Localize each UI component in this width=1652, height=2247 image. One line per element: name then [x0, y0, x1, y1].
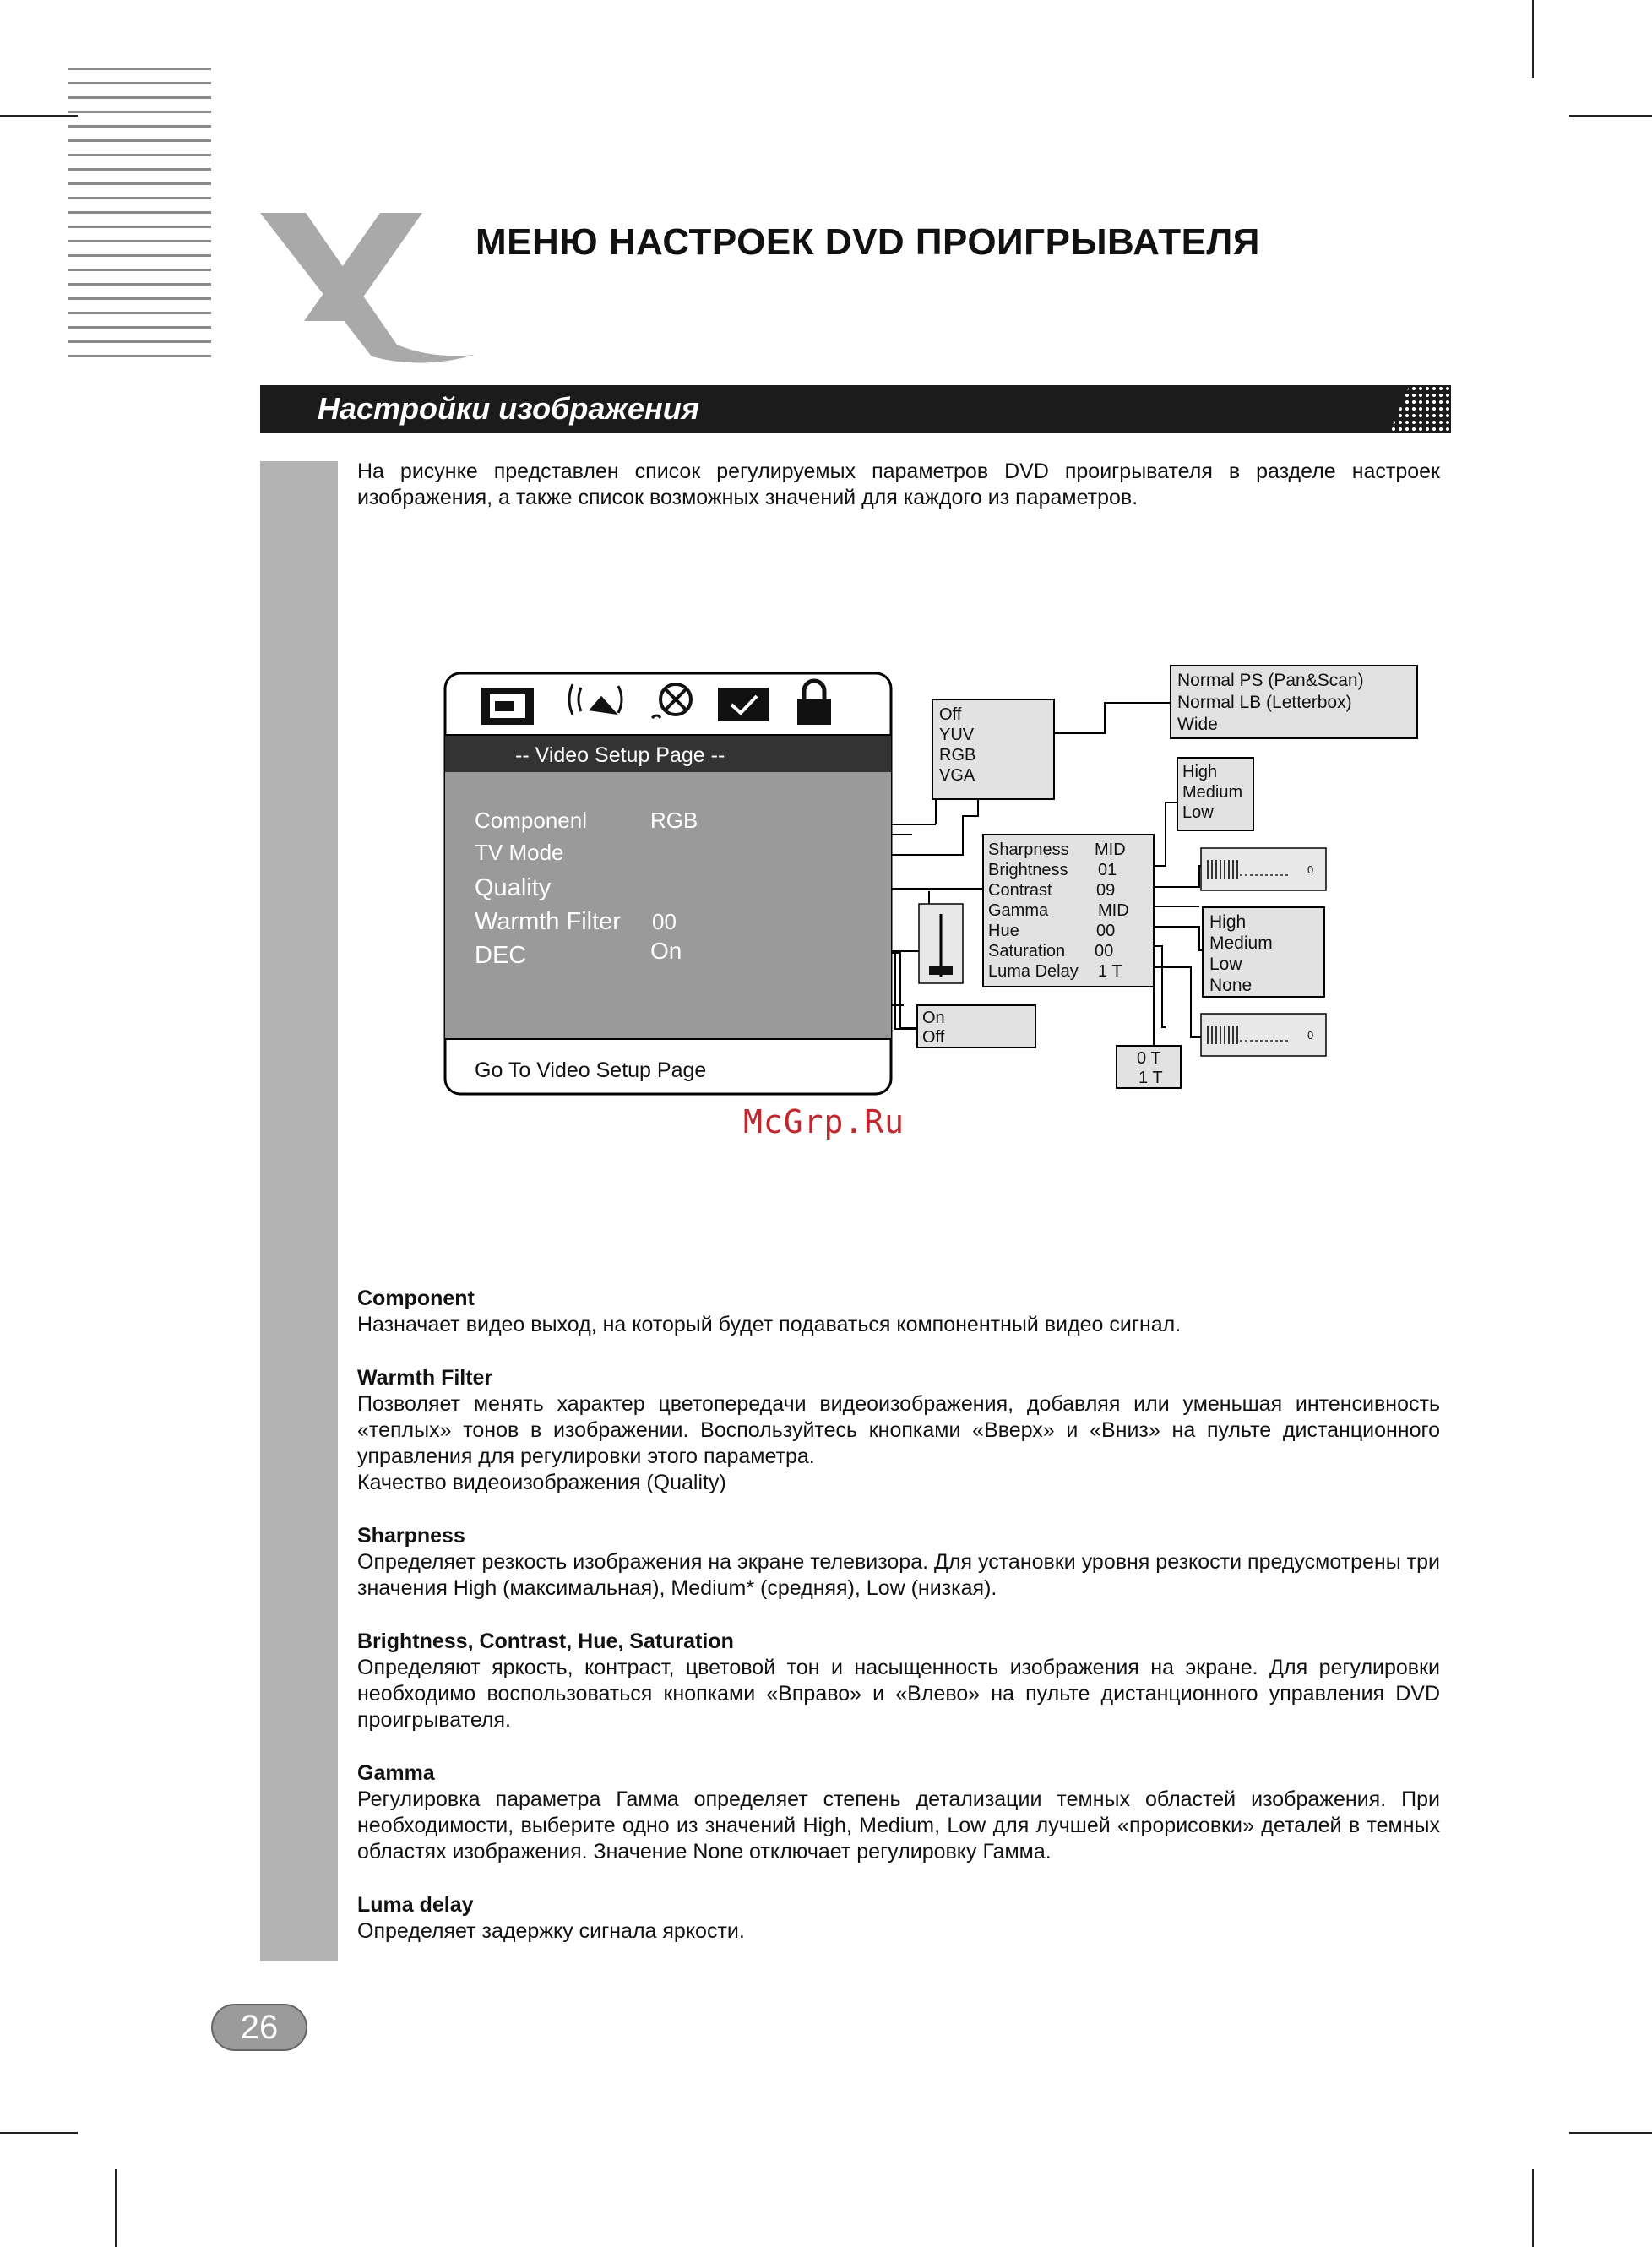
description-text: Определяет задержку сигнала яркости.: [357, 1919, 745, 1943]
intro-paragraph: На рисунке представлен список регулируемых параметров DVD проигрывателя в разделе настроек изображения, а также список возможных значений для каждого из параметров.: [357, 460, 1440, 509]
quality-item-value: 1 T: [1098, 962, 1122, 981]
crop-mark: [0, 115, 78, 117]
preference-icon[interactable]: [718, 688, 769, 721]
luma-options-box: [1117, 1046, 1181, 1088]
option-item[interactable]: Off: [939, 705, 962, 724]
quality-item-label[interactable]: Contrast: [988, 881, 1052, 900]
description-title: Luma delay: [357, 1893, 474, 1917]
description-title: Brightness, Contrast, Hue, Saturation: [357, 1629, 734, 1653]
description-section: [357, 1365, 1440, 1496]
quality-item-label[interactable]: Luma Delay: [988, 962, 1079, 981]
option-item[interactable]: Normal PS (Pan&Scan): [1177, 671, 1364, 690]
option-item[interactable]: Low: [1182, 803, 1214, 822]
quality-item-value: MID: [1095, 841, 1126, 859]
osd-footer[interactable]: Go To Video Setup Page: [475, 1058, 707, 1082]
option-item[interactable]: Medium: [1182, 783, 1243, 802]
dec-options-box: [917, 1005, 1035, 1047]
crop-mark: [1569, 115, 1652, 117]
side-bar: [260, 461, 338, 1961]
level-slider[interactable]: [1201, 848, 1326, 890]
description-text: Позволяет менять характер цветопередачи видеоизображения, добавляя или уменьшая интенсивность «теплых» тонов в изображении. Воспользуйтесь кнопками «Вверх» и «Вниз» на пульте дистанционного управления для регулировки этого параметра.: [357, 1392, 1440, 1468]
option-item[interactable]: RGB: [939, 746, 976, 764]
osd-item-label[interactable]: Quality: [475, 874, 552, 901]
descriptions: [357, 1286, 1440, 1972]
sharpness-options-box: [1177, 758, 1253, 830]
osd-item-value: On: [650, 938, 682, 964]
description-section: [357, 1892, 1440, 1945]
crop-mark: [1569, 2132, 1652, 2134]
option-item[interactable]: Off: [922, 1028, 945, 1047]
quality-item-label[interactable]: Sharpness: [988, 841, 1069, 859]
description-title: Warmth Filter: [357, 1366, 493, 1390]
description-text: Определяют яркость, контраст, цветовой тон и насыщенность изображения на экране. Для регулировки необходимо воспользоваться кнопками «Вправо» и «Влево» на пульте дистанционного управления DVD проигрывателя.: [357, 1656, 1440, 1732]
description-title: Gamma: [357, 1761, 435, 1785]
osd-screen: [445, 673, 891, 1094]
slider-value: 0: [1307, 1029, 1314, 1042]
description-title: Component: [357, 1287, 475, 1310]
option-item[interactable]: None: [1209, 976, 1253, 995]
crop-mark: [1532, 2169, 1534, 2247]
description-text: Определяет резкость изображения на экране телевизора. Для установки уровня резкости предусмотрены три значения High (максимальная), Medium* (средняя), Low (низкая).: [357, 1550, 1440, 1600]
quality-item-value: 00: [1095, 942, 1114, 960]
tv-mode-options-box: [1171, 666, 1417, 738]
osd-item-value: 00: [652, 909, 677, 934]
crop-mark: [115, 2169, 117, 2247]
description-title: Sharpness: [357, 1524, 465, 1548]
section-title: Настройки изображения: [318, 391, 699, 426]
quality-list-box: [983, 835, 1154, 987]
quality-item-value: MID: [1098, 901, 1129, 920]
slider-value: 0: [1307, 863, 1314, 876]
osd-item-label[interactable]: Componenl: [475, 808, 587, 833]
description-section: [357, 1286, 1440, 1338]
gamma-options-box: [1203, 907, 1324, 997]
osd-item-label[interactable]: Warmth Filter: [475, 908, 621, 935]
dot-pattern: [1383, 385, 1451, 433]
page-number: 26: [211, 2004, 307, 2051]
quality-item-value: 00: [1096, 922, 1116, 940]
osd-page-title: -- Video Setup Page --: [515, 743, 725, 767]
option-item[interactable]: YUV: [939, 726, 975, 744]
brand-logo: [253, 203, 481, 363]
crop-mark: [1532, 0, 1534, 78]
osd-item-label[interactable]: DEC: [475, 942, 527, 969]
quality-item-label[interactable]: Brightness: [988, 861, 1068, 879]
quality-item-value: 01: [1098, 861, 1117, 879]
option-item[interactable]: 0 T: [1137, 1049, 1161, 1068]
quality-item-value: 09: [1096, 881, 1116, 900]
option-item[interactable]: Normal LB (Letterbox): [1177, 693, 1352, 712]
video-setup-diagram: [422, 650, 1461, 1107]
option-item[interactable]: 1 T: [1138, 1069, 1163, 1087]
component-options-box: [932, 699, 1054, 799]
option-item[interactable]: VGA: [939, 766, 975, 785]
option-item[interactable]: High: [1182, 763, 1218, 781]
quality-item-label[interactable]: Hue: [988, 922, 1019, 940]
watermark: McGrp.Ru: [743, 1103, 905, 1140]
option-item[interactable]: Wide: [1177, 715, 1218, 734]
crop-mark: [0, 2132, 78, 2134]
description-text: Качество видеоизображения (Quality): [357, 1471, 726, 1494]
description-section: [357, 1523, 1440, 1602]
level-slider[interactable]: [1201, 1014, 1326, 1056]
option-item[interactable]: Medium: [1209, 933, 1273, 953]
option-item[interactable]: Low: [1209, 955, 1242, 974]
quality-item-label[interactable]: Gamma: [988, 901, 1049, 920]
decorative-stripes: [68, 68, 211, 359]
description-text: Назначает видео выход, на который будет подаваться компонентный видео сигнал.: [357, 1313, 1182, 1336]
description-section: [357, 1629, 1440, 1733]
osd-item-label[interactable]: TV Mode: [475, 840, 564, 865]
logo-letter: X: [253, 203, 254, 204]
description-text: Регулировка параметра Гамма определяет степень детализации темных областей изображения. При необходимости, выберите одно из значений High, Medium, Low для лучшей «прорисовки» деталей в темных областях изображения. Значение None отключает регулировку Гамма.: [357, 1787, 1440, 1863]
page-title: МЕНЮ НАСТРОЕК DVD ПРОИГРЫВАТЕЛЯ: [475, 221, 1260, 263]
option-item[interactable]: On: [922, 1009, 945, 1027]
section-header: [260, 385, 1451, 433]
description-section: [357, 1760, 1440, 1865]
quality-item-label[interactable]: Saturation: [988, 942, 1066, 960]
osd-item-value: RGB: [650, 808, 698, 833]
tv-icon[interactable]: [481, 688, 534, 725]
warmth-slider[interactable]: [919, 904, 963, 983]
option-item[interactable]: High: [1209, 912, 1247, 932]
